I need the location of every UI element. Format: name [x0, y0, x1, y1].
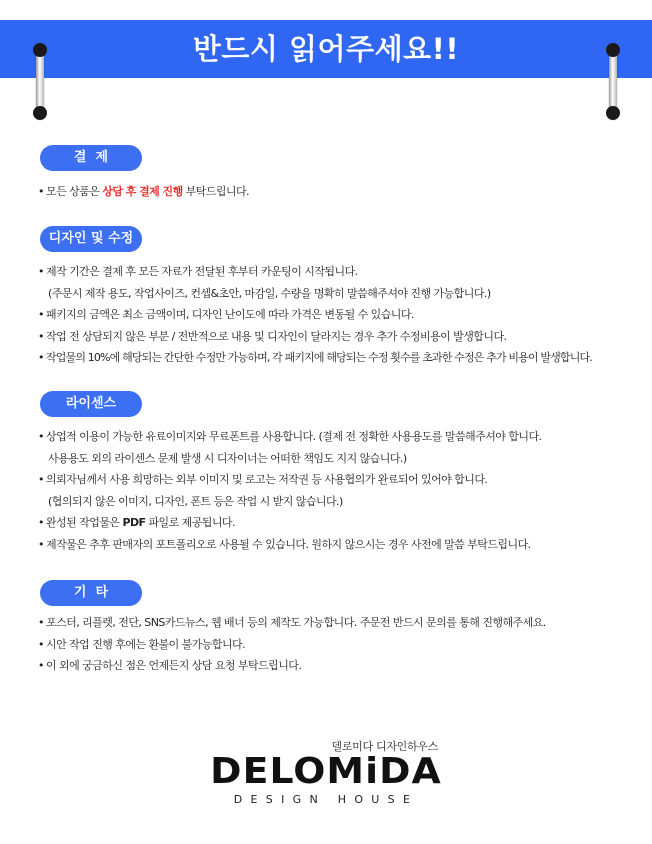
section-label-design: 디자인 및 수정 — [40, 226, 142, 252]
list-item: • 제작물은 추후 판매자의 포트폴리오로 사용될 수 있습니다. 원하지 않으시는 경우 사전에 말씀 부탁드립니다. — [38, 534, 648, 556]
list-item: • 포스터, 리플렛, 전단, SNS카드뉴스, 웹 배너 등의 제작도 가능합니다. 주문전 반드시 문의를 통해 진행해주세요. — [38, 612, 648, 634]
bullet-icon: • — [38, 308, 44, 321]
highlight-text: 상담 후 결제 진행 — [102, 185, 183, 198]
binder-hole-icon — [33, 43, 47, 57]
section-label-payment: 결 제 — [40, 145, 142, 171]
list-item: • 패키지의 금액은 최소 금액이며, 디자인 난이도에 따라 가격은 변동될 수 있습니다. — [38, 304, 648, 326]
section-label-license: 라이센스 — [40, 391, 142, 417]
list-item: • 상업적 이용이 가능한 유료이미지와 무료폰트를 사용합니다. (결제 전 정확한 사용용도를 말씀해주셔야 합니다. — [38, 426, 648, 448]
binder-hole-icon — [606, 43, 620, 57]
list-item: • 완성된 작업물은 PDF 파일로 제공됩니다. — [38, 512, 648, 534]
header-banner — [0, 20, 652, 78]
section-items — [38, 181, 648, 203]
logo-korean-name: 델로미다 디자인하우스 — [331, 740, 438, 753]
bullet-icon: • — [38, 516, 44, 529]
list-item: • 작업물의 10%에 해당되는 간단한 수정만 가능하며, 각 패키지에 해당되는 수정 횟수를 초과한 수정은 추가 비용이 발생합니다. — [38, 347, 648, 369]
list-item-continuation: (협의되지 않은 이미지, 디자인, 폰트 등은 작업 시 받지 않습니다.) — [48, 494, 343, 508]
list-item-continuation: 사용용도 외의 라이센스 문제 발생 시 디자이너는 어떠한 책임도 지지 않습니다.) — [48, 451, 407, 465]
section-items — [38, 261, 648, 369]
list-item: • 모든 상품은 상담 후 결제 진행 부탁드립니다. — [38, 181, 648, 203]
bullet-icon: • — [38, 637, 44, 651]
list-item-continuation: (주문시 제작 용도, 작업사이즈, 컨셉&초안, 마감일, 수량을 명확히 말씀해주셔야 진행 가능합니다.) — [48, 286, 491, 300]
list-item: • 시안 작업 진행 후에는 환불이 불가능합니다. — [38, 634, 648, 656]
section-label-etc: 기 타 — [40, 580, 142, 606]
bullet-icon: • — [38, 473, 44, 486]
list-item: • 의뢰자님께서 사용 희망하는 외부 이미지 및 로고는 저작권 등 사용협의가 완료되어 있어야 합니다. — [38, 469, 648, 491]
format-text: PDF — [122, 516, 146, 529]
bullet-icon: • — [38, 185, 44, 198]
page-title: 반드시 읽어주세요!! — [192, 32, 460, 66]
list-item: • 작업 전 상담되지 않은 부분 / 전반적으로 내용 및 디자인이 달라지는 경우 추가 수정비용이 발생합니다. — [38, 326, 648, 348]
list-item: • 이 외에 궁금하신 점은 언제든지 상담 요청 부탁드립니다. — [38, 655, 648, 677]
logo-tagline: DESIGN HOUSE — [233, 793, 419, 806]
section-items — [38, 612, 648, 677]
bullet-icon: • — [38, 430, 44, 443]
bullet-icon: • — [38, 616, 44, 629]
bullet-icon: • — [38, 265, 44, 278]
binder-hole-icon — [33, 106, 47, 120]
section-items — [38, 426, 648, 555]
list-item: • 제작 기간은 결제 후 모든 자료가 전달된 후부터 카운팅이 시작됩니다. — [38, 261, 648, 283]
bullet-icon: • — [38, 351, 44, 364]
bullet-icon: • — [38, 537, 44, 551]
bullet-icon: • — [38, 659, 44, 672]
logo-wordmark: DELOMiDA — [210, 751, 442, 792]
bullet-icon: • — [38, 329, 44, 343]
binder-hole-icon — [606, 106, 620, 120]
